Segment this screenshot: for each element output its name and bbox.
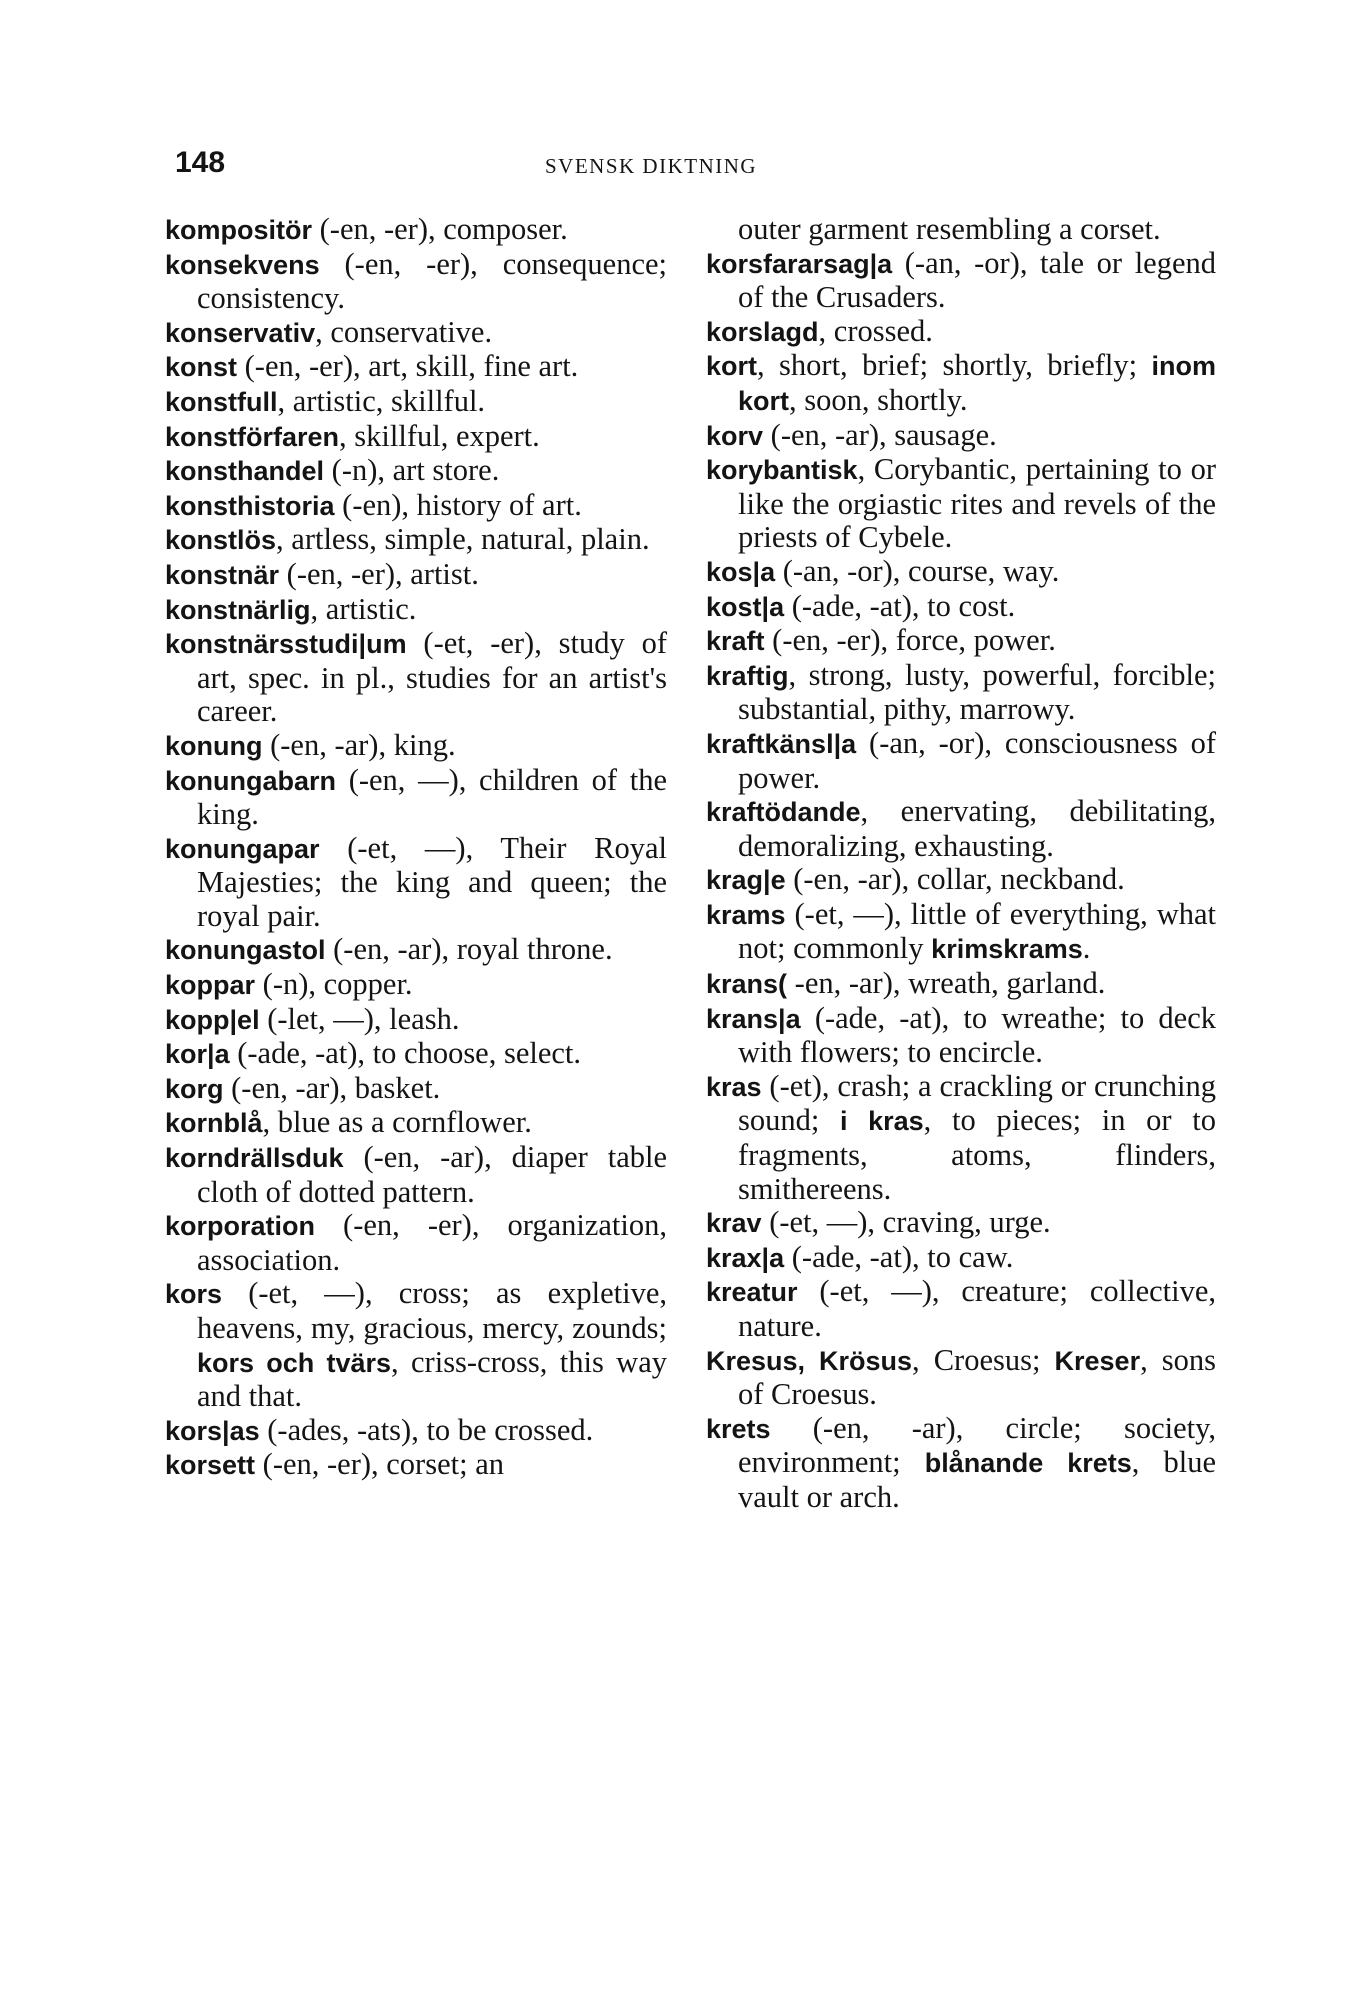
entry-headword: kort (706, 351, 758, 382)
entry-definition: , artistic, skillful. (277, 383, 486, 418)
entry-headword: krans( (706, 969, 788, 1000)
entry-definition: (-ade, -at), to wreathe; to deck with flowers; to encircle. (738, 1000, 1216, 1070)
entry-definition: , Corybantic, pertaining to or like the orgiastic rites and revels of the priests of Cybele. (738, 452, 1216, 555)
dictionary-entry (165, 558, 667, 593)
entry-headword: konstnärlig (165, 594, 311, 625)
dictionary-entry (165, 1037, 667, 1072)
entry-definition: (-en, -ar), circle; society, environment; (738, 1410, 1216, 1480)
entry-definition: (-let, —), leash. (259, 1001, 460, 1036)
entry-headword: korndrällsduk (165, 1143, 344, 1174)
running-head: SVENSK DIKTNING (545, 154, 758, 178)
entry-headword: kraftkänsl|a (706, 728, 857, 759)
dictionary-entry (706, 315, 1216, 350)
dictionary-entry (706, 590, 1216, 625)
entry-definition: (-en, —), children of the king. (197, 762, 667, 832)
entry-definition: (-et, —), Their Royal Majesties; the king and queen; the royal pair. (197, 830, 667, 933)
entry-headword: krav (706, 1208, 762, 1239)
entry-definition: , skillful, expert. (339, 418, 540, 453)
entry-phrase: kors och tvärs (197, 1347, 392, 1378)
entry-headword: korslagd (706, 316, 819, 347)
dictionary-entry (165, 420, 667, 455)
dictionary-entry (706, 453, 1216, 555)
page-header (175, 146, 1225, 186)
dictionary-entry (706, 349, 1216, 418)
entry-phrase: blånande krets (924, 1448, 1132, 1479)
entry-headword: kopp|el (165, 1004, 260, 1035)
entry-phrase: inom kort (738, 351, 1216, 416)
entry-headword: krets (706, 1413, 771, 1444)
dictionary-entry (706, 898, 1216, 967)
entry-headword: korsfararsag|a (706, 248, 893, 279)
entry-definition: , strong, lusty, powerful, forcible; substantial, pithy, marrowy. (738, 657, 1216, 727)
dictionary-entry (165, 627, 667, 729)
entry-definition: , soon, shortly. (789, 382, 968, 417)
entry-headword: Kresus, Krösus (706, 1345, 913, 1376)
entry-definition: (-en, -ar), king. (262, 727, 456, 762)
entry-definition: (-en, -er), artist. (279, 556, 479, 591)
entry-definition: (-ade, -at), to cost. (784, 588, 1016, 623)
dictionary-entry (165, 593, 667, 628)
dictionary-entry (165, 316, 667, 351)
entry-definition: (-en, -er), composer. (312, 212, 568, 246)
entry-phrase: i kras (840, 1106, 924, 1137)
dictionary-entry (706, 1070, 1216, 1206)
dictionary-entry (165, 1277, 667, 1413)
entry-headword: kras (706, 1071, 762, 1102)
entry-definition: , enervating, debilitating, demoralizing, exhausting. (738, 794, 1216, 863)
dictionary-entry (165, 1209, 667, 1277)
dictionary-entry (706, 1275, 1216, 1343)
dictionary-entry (165, 764, 667, 832)
entry-definition: (-et, —), creature; collective, nature. (738, 1274, 1216, 1343)
entry-definition: (-n), art store. (324, 453, 500, 488)
dictionary-entry (165, 385, 667, 420)
entry-headword: konstfull (165, 386, 278, 417)
dictionary-entry (706, 213, 1216, 247)
entry-definition: (-ade, -at), to choose, select. (229, 1036, 582, 1071)
dictionary-entry (165, 729, 667, 764)
entry-headword: korsett (165, 1450, 256, 1481)
entry-definition: (-et, —), cross; as expletive, heavens, my, gracious, mercy, zounds; (197, 1276, 667, 1345)
entry-headword: konst (165, 352, 238, 383)
entry-headword: korg (165, 1073, 224, 1104)
dictionary-entry (165, 454, 667, 489)
entry-definition: (-en, -er), organization, association. (197, 1208, 667, 1277)
dictionary-entry (706, 1412, 1216, 1515)
entry-headword: kraftig (706, 660, 789, 691)
entry-definition: (-an, -or), course, way. (775, 553, 1060, 588)
entry-headword: konstnärsstudi|um (165, 629, 407, 660)
dictionary-entry (706, 795, 1216, 863)
dictionary-entry (165, 523, 667, 558)
entry-definition: (-en), history of art. (334, 487, 582, 522)
entry-definition: (-an, -or), tale or legend of the Crusaders. (738, 245, 1216, 315)
entry-headword: konstlös (165, 525, 277, 556)
entry-headword: kos|a (706, 556, 776, 587)
dictionary-entry (165, 248, 667, 316)
entry-definition: (-ade, -at), to caw. (784, 1239, 1014, 1274)
entry-definition: , short, brief; shortly, briefly; (757, 348, 1152, 383)
dictionary-entry (706, 624, 1216, 659)
entry-headword: kors|as (165, 1415, 260, 1446)
entry-definition: , Croesus; (912, 1342, 1055, 1377)
entry-definition: -en, -ar), wreath, garland. (787, 966, 1106, 1001)
right-column (706, 213, 1216, 1515)
entry-headword: konung (165, 730, 263, 761)
entry-definition: , crossed. (818, 313, 933, 348)
entry-headword: konstnär (165, 559, 280, 590)
entry-headword: konsthandel (165, 456, 325, 487)
entry-headword: krag|e (706, 865, 786, 896)
entry-definition: (-en, -er), art, skill, fine art. (237, 349, 579, 384)
dictionary-entry (706, 1002, 1216, 1070)
left-column (165, 213, 667, 1483)
entry-headword: kornblå (165, 1108, 263, 1139)
dictionary-entry (706, 1206, 1216, 1241)
dictionary-entry (706, 555, 1216, 590)
entry-definition: , artless, simple, natural, plain. (276, 522, 650, 557)
entry-headword: kreatur (706, 1277, 798, 1308)
entry-headword: korybantisk (706, 455, 858, 486)
entry-headword: kors (165, 1279, 223, 1310)
entry-headword: krax|a (706, 1242, 785, 1273)
dictionary-entry (165, 350, 667, 385)
dictionary-entry (706, 1241, 1216, 1276)
entry-headword: konungastol (165, 935, 326, 966)
entry-definition: (-en, -ar), sausage. (763, 417, 997, 452)
dictionary-entry (165, 933, 667, 968)
dictionary-entry (706, 863, 1216, 898)
entry-headword: konstförfaren (165, 421, 340, 452)
entry-definition: (-et, -er), study of art, spec. in pl., studies for an artist's career. (197, 626, 667, 729)
entry-definition: , conservative. (315, 314, 493, 349)
dictionary-entry (165, 1141, 667, 1209)
entry-phrase: krimskrams (931, 934, 1083, 965)
entry-definition: (-n), copper. (255, 967, 413, 1002)
entry-headword: konservativ (165, 317, 316, 348)
dictionary-entry (165, 1414, 667, 1449)
entry-definition: (-en, -er), corset; an (255, 1447, 504, 1482)
entry-headword: konsekvens (165, 249, 320, 280)
entry-definition: (-en, -er), force, power. (764, 623, 1056, 658)
dictionary-entry (706, 659, 1216, 727)
dictionary-entry (706, 247, 1216, 315)
entry-headword: konungabarn (165, 765, 337, 796)
dictionary-entry (706, 419, 1216, 454)
dictionary-entry (706, 727, 1216, 795)
entry-headword: korv (706, 420, 764, 451)
entry-definition: (-en, -ar), royal throne. (325, 932, 613, 967)
entry-definition: , blue vault or arch. (738, 1445, 1216, 1514)
dictionary-entry (165, 1072, 667, 1107)
entry-headword: kraftödande (706, 797, 861, 828)
entry-definition: (-et), crash; a crackling or crunching sound; (738, 1068, 1216, 1138)
entry-headword: konsthistoria (165, 490, 335, 521)
dictionary-entry (165, 968, 667, 1003)
entry-definition: (-en, -ar), diaper table cloth of dotted pattern. (197, 1140, 667, 1209)
entry-definition: , criss-cross, this way and that. (197, 1344, 667, 1414)
entry-definition: (-et, —), little of everything, what not; commonly (738, 896, 1216, 966)
dictionary-entry (165, 1106, 667, 1141)
entry-headword: koppar (165, 970, 256, 1001)
dictionary-entry (165, 1003, 667, 1038)
dictionary-entry (706, 1344, 1216, 1412)
entry-definition: , artistic. (310, 591, 417, 626)
entry-headword: kor|a (165, 1039, 230, 1070)
entry-definition: (-en, -ar), collar, neckband. (785, 862, 1125, 897)
entry-headword: korporation (165, 1211, 316, 1242)
entry-headword: kompositör (165, 215, 313, 245)
dictionary-entry (165, 832, 667, 934)
entry-definition: , to pieces; in or to fragments, atoms, flinders, smithereens. (738, 1103, 1217, 1206)
entry-headword: krans|a (706, 1003, 801, 1034)
entry-definition: , blue as a cornflower. (262, 1105, 532, 1140)
entry-headword: konungapar (165, 833, 320, 864)
dictionary-entry (165, 213, 667, 248)
dictionary-entry (706, 967, 1216, 1002)
page-number: 148 (175, 146, 226, 179)
entry-definition: , sons of Croesus. (738, 1342, 1217, 1412)
dictionary-entry (165, 1448, 667, 1483)
entry-definition: . (1082, 931, 1091, 966)
entry-continuation: outer garment resembling a corset. (738, 212, 1161, 246)
entry-definition: (-en, -er), consequence; consistency. (197, 246, 667, 316)
entry-definition: (-en, -ar), basket. (223, 1070, 441, 1105)
entry-definition: (-ades, -ats), to be crossed. (259, 1412, 594, 1447)
entry-definition: (-et, —), craving, urge. (761, 1205, 1051, 1240)
dictionary-entry (165, 489, 667, 524)
entry-phrase: Kreser (1054, 1345, 1141, 1376)
entry-headword: kost|a (706, 591, 785, 622)
entry-definition: (-an, -or), consciousness of power. (738, 725, 1216, 795)
entry-headword: krams (706, 899, 786, 930)
entry-headword: kraft (706, 626, 765, 657)
